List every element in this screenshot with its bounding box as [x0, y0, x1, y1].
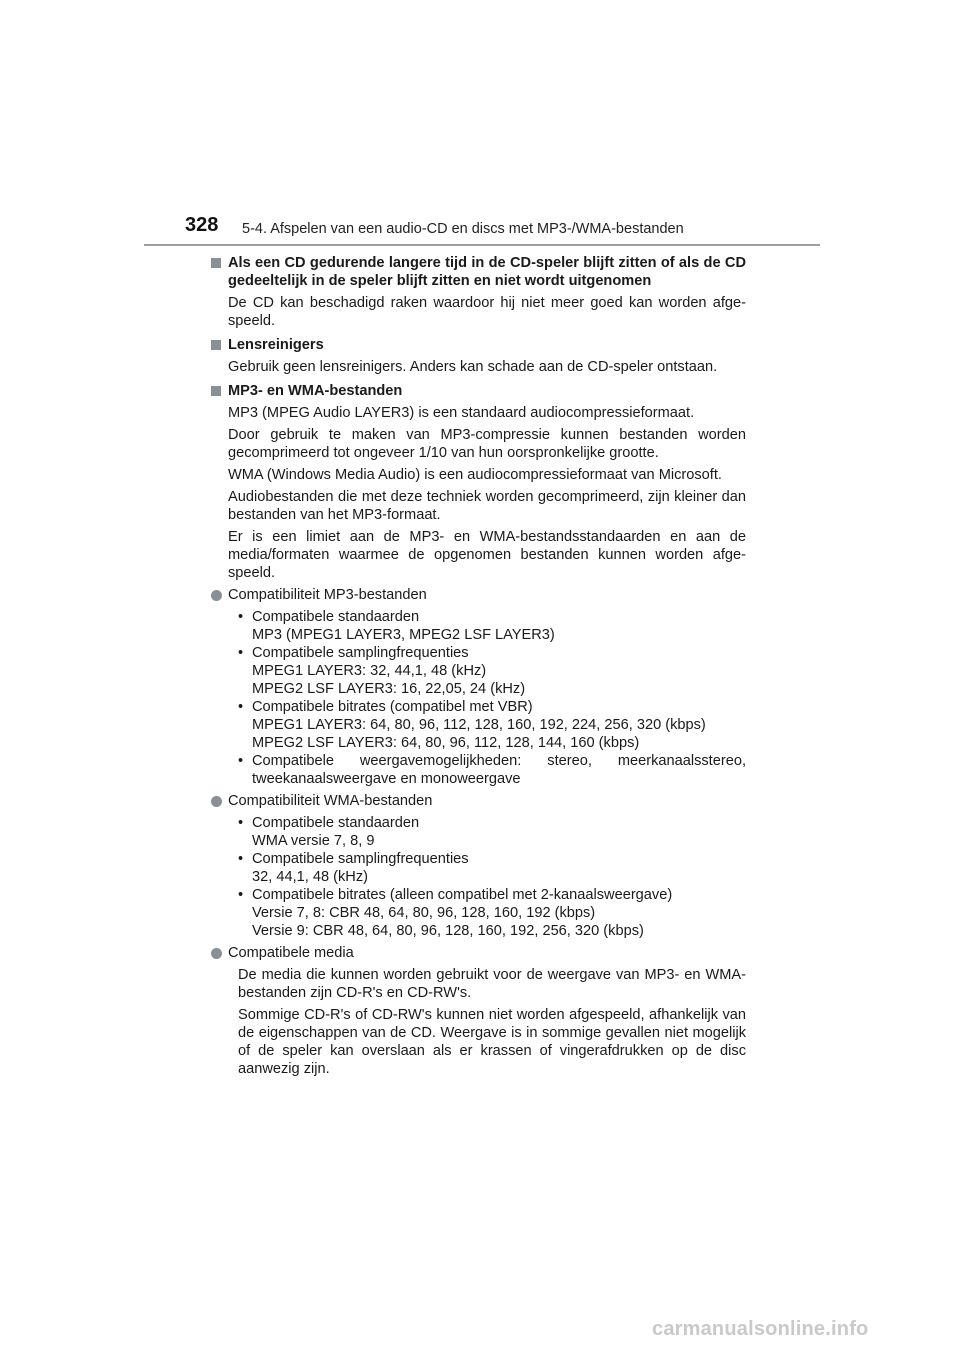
paragraph: De media die kunnen worden gebruikt voor de weergave van MP3- en WMA-bestanden zijn CD-R's en CD-RW's.: [238, 967, 746, 1001]
list-item: • Compatibele bitrates (compatibel met VBR) MPEG1 LAYER3: 64, 80, 96, 112, 128, 160, 192, 224, 256, 320 (kbps) MPEG2 LSF LAYER3: 64, 80, 96, 112, 128, 144, 160 (kbps): [238, 699, 706, 751]
subsection-title-media: Compatibele media: [211, 944, 746, 962]
paragraph: WMA (Windows Media Audio) is een audiocompressieformaat van Microsoft.: [228, 467, 722, 483]
square-bullet-icon: [211, 258, 221, 268]
watermark-text: carmanualsonline.info: [652, 1318, 869, 1340]
list-item: • Compatibele standaarden WMA versie 7, 8, 9: [238, 815, 420, 849]
circle-bullet-icon: [211, 796, 222, 807]
section-mp3-wma-files: [211, 382, 746, 1078]
paragraph: Door gebruik te maken van MP3-compressie kunnen bestanden worden gecomprimeerd tot ongeveer 1/10 van hun oorspronkelijke grootte.: [228, 427, 746, 461]
section-title: Als een CD gedurende langere tijd in de CD-speler blijft zitten of als de CD gedeeltelijk in de speler blijft zitten en niet wordt uitgenomen: [211, 254, 746, 290]
paragraph: Audiobestanden die met deze techniek worden gecomprimeerd, zijn kleiner dan bestanden van het MP3-formaat.: [228, 489, 746, 523]
paragraph: MP3 (MPEG Audio LAYER3) is een standaard audiocompressieformaat.: [228, 405, 695, 421]
section-cd-stuck: [211, 254, 746, 330]
paragraph: Sommige CD-R's of CD-RW's kunnen niet worden afgespeeld, afhankelijk van de eigenschappen van de CD. Weergave is in sommige gevallen niet mogelijk of de speler kan overslaan als er krassen of vingerafdrukken op de disc aanwezig zijn.: [238, 1007, 746, 1077]
chapter-title: 5-4. Afspelen van een audio-CD en discs met MP3-/WMA-bestanden: [242, 221, 684, 237]
list-item: • Compatibele standaarden MP3 (MPEG1 LAYER3, MPEG2 LSF LAYER3): [238, 609, 555, 643]
square-bullet-icon: [211, 340, 221, 350]
section-lens-cleaners: [211, 336, 746, 376]
list-item: • Compatibele weergavemogelijkheden: stereo, meerkanaalsstereo, tweekanaalsweergave en monoweergave: [238, 753, 746, 787]
list-item: • Compatibele samplingfrequenties MPEG1 LAYER3: 32, 44,1, 48 (kHz) MPEG2 LSF LAYER3: 16, 22,05, 24 (kHz): [238, 645, 526, 697]
circle-bullet-icon: [211, 948, 222, 959]
paragraph: De CD kan beschadigd raken waardoor hij niet meer goed kan worden afge-speeld.: [228, 295, 746, 329]
square-bullet-icon: [211, 386, 221, 396]
paragraph: Gebruik geen lensreinigers. Anders kan schade aan de CD-speler ontstaan.: [228, 359, 718, 375]
wma-compat-list: [238, 814, 746, 940]
section-title: MP3- en WMA-bestanden: [211, 382, 746, 400]
circle-bullet-icon: [211, 590, 222, 601]
header-divider: [144, 244, 820, 246]
paragraph: Er is een limiet aan de MP3- en WMA-bestandsstandaarden en aan de media/formaten waarmee de opgenomen bestanden kunnen worden afge-speeld.: [228, 529, 746, 581]
list-item: • Compatibele samplingfrequenties 32, 44,1, 48 (kHz): [238, 851, 469, 885]
mp3-compat-list: [238, 608, 746, 788]
list-item: • Compatibele bitrates (alleen compatibel met 2-kanaalsweergave) Versie 7, 8: CBR 48, 64, 80, 96, 128, 160, 192 (kbps) Versie 9: CBR 48, 64, 80, 96, 128, 160, 192, 256, 320 (kbps): [238, 887, 673, 939]
page-number: 328: [185, 214, 219, 236]
subsection-title-wma: Compatibiliteit WMA-bestanden: [211, 792, 746, 810]
page-header: [185, 214, 820, 246]
section-title: Lensreinigers: [211, 336, 746, 354]
page-content: [211, 254, 746, 1078]
subsection-title-mp3: Compatibiliteit MP3-bestanden: [211, 586, 746, 604]
